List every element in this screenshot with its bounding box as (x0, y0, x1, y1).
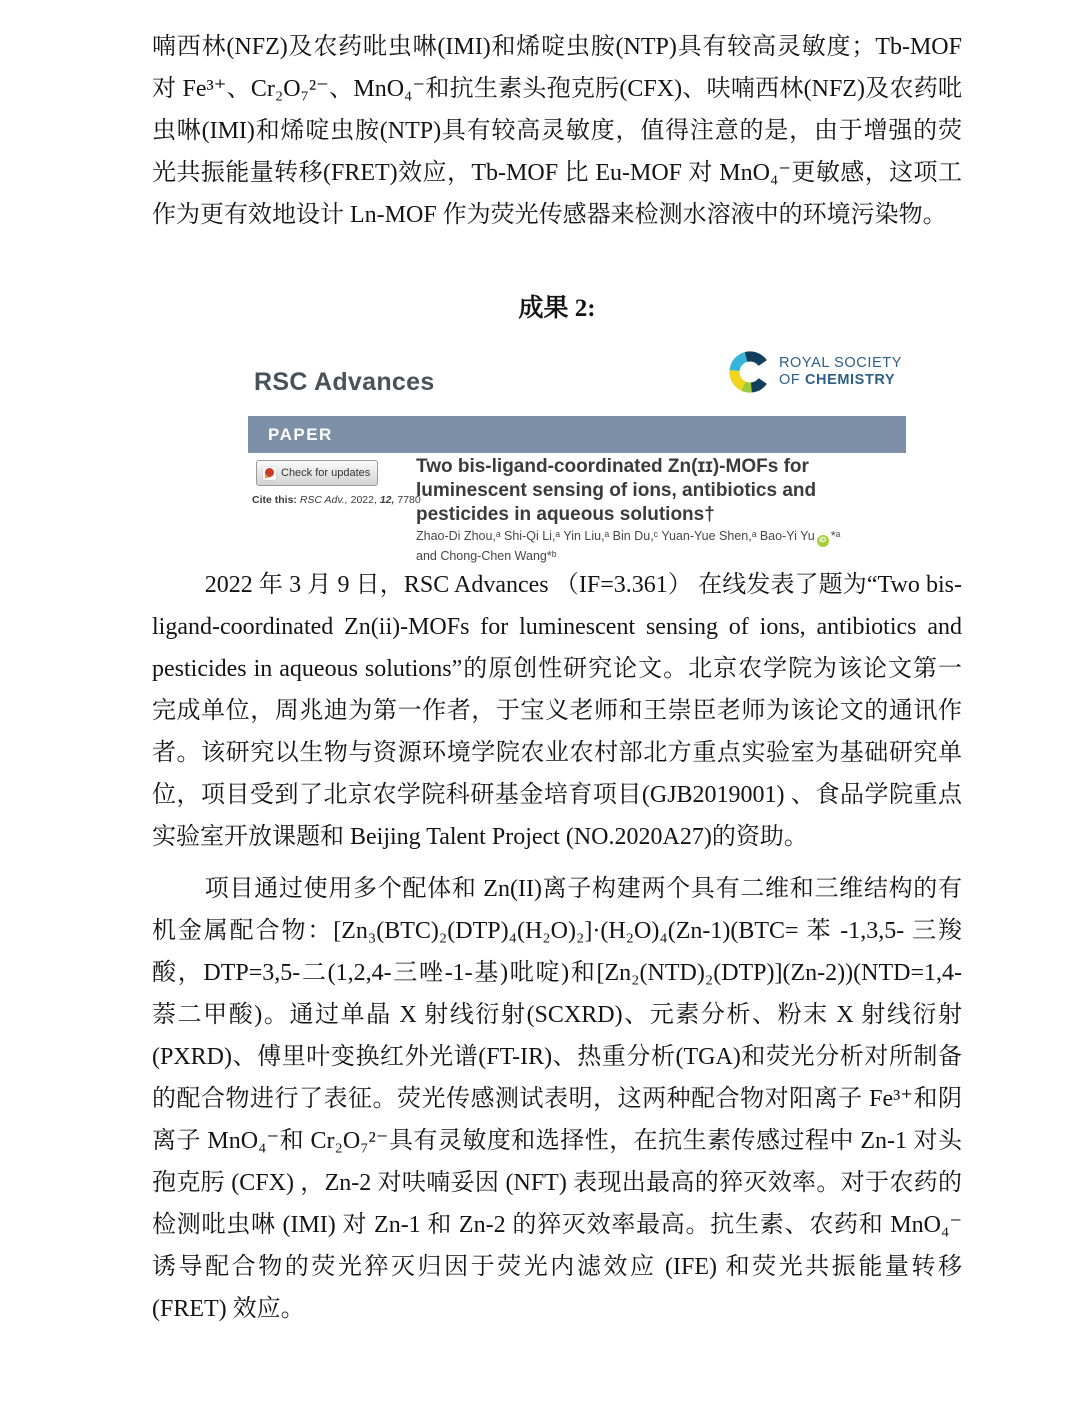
rsc-logo (728, 350, 902, 394)
author-list (416, 527, 891, 565)
citation-line (252, 494, 421, 506)
paper-label: PAPER (268, 424, 333, 444)
cite-year: 2022, (350, 494, 377, 506)
journal-title: RSC Advances (254, 368, 435, 396)
crossmark-icon (263, 467, 276, 480)
section-heading: 成果 2: (518, 295, 596, 322)
article-type-bar (248, 416, 906, 453)
authors-line2: and Chong-Chen Wang*ᵇ (416, 549, 557, 564)
cite-page: 7780 (397, 494, 421, 506)
rsc-logo-line1: ROYAL SOCIETY (778, 355, 902, 372)
paragraph-publication-info: 2022 年 3 月 9 日，RSC Advances （IF=3.361） 在线发表了题为“Two bis-ligand-coordinated Zn(ii)-MOFs for luminescent sensing of ions, antibiotics and pesticides in aqueous solutions”的原创性研究论文。北京农学院为该论文第一完成单位，周兆迪为第一作者，于宝义老师和王崇臣老师为该论文的通讯作者。该研究以生物与资源环境学院农业农村部北方重点实验室为基础研究单位，项目受到了北京农学院科研基金培育项目(GJB2019001) 、食品学院重点实验室开放课题和 Beijing Talent Project (NO.2020A27)的资助。 (152, 572, 962, 850)
paper-title: Two bis-ligand-coordinated Zn(ɪɪ)-MOFs for luminescent sensing of ions, antibiotics and pesticides in aqueous solutions† (416, 456, 817, 526)
cite-journal: RSC Adv., (299, 494, 348, 506)
check-for-updates-label: Check for updates (281, 467, 371, 479)
cite-prefix: Cite this: (252, 494, 297, 506)
rsc-logo-line2: OF CHEMISTRY (778, 372, 896, 388)
rsc-logo-text (779, 355, 902, 388)
journal-header-screenshot (248, 350, 906, 562)
orcid-icon: iD (817, 535, 829, 547)
rsc-c-icon (728, 350, 772, 394)
paragraph-continuation: 喃西林(NFZ)及农药吡虫啉(IMI)和烯啶虫胺(NTP)具有较高灵敏度；Tb-MOF 对 Fe³⁺、Cr₂O₇²⁻、MnO₄⁻和抗生素头孢克肟(CFX)、呋喃西林(NFZ)及农药吡虫啉(IMI)和烯啶虫胺(NTP)具有较高灵敏度，值得注意的是，由于增强的荧光共振能量转移(FRET)效应，Tb-MOF 比 Eu-MOF 对 MnO₄⁻更敏感，这项工作为更有效地设计 Ln-MOF 作为荧光传感器来检测水溶液中的环境污染物。 (152, 34, 962, 228)
authors-line1-suffix: *ᵃ (830, 529, 841, 543)
cite-volume: 12, (379, 494, 395, 506)
page-content (152, 0, 962, 1418)
check-for-updates-button[interactable] (256, 460, 378, 486)
paragraph-research-summary: 项目通过使用多个配体和 Zn(II)离子构建两个具有二维和三维结构的有机金属配合物：[Zn₃(BTC)₂(DTP)₄(H₂O)₂]·(H₂O)₄(Zn-1)(BTC= 苯 -1,3,5- 三羧酸，DTP=3,5-二(1,2,4-三唑-1-基)吡啶)和[Zn₂(NTD)₂(DTP)](Zn-2))(NTD=1,4-萘二甲酸)。通过单晶 X 射线衍射(SCXRD)、元素分析、粉末 X 射线衍射(PXRD)、傅里叶变换红外光谱(FT-IR)、热重分析(TGA)和荧光分析对所制备的配合物进行了表征。荧光传感测试表明，这两种配合物对阳离子 Fe³⁺和阴离子 MnO₄⁻和 Cr₂O₇²⁻具有灵敏度和选择性，在抗生素传感过程中 Zn-1 对头孢克肟 (CFX) ，Zn-2 对呋喃妥因 (NFT) 表现出最高的猝灭效率。对于农药的检测吡虫啉 (IMI) 对 Zn-1 和 Zn-2 的猝灭效率最高。抗生素、农药和 MnO₄⁻诱导配合物的荧光猝灭归因于荧光内滤效应 (IFE) 和荧光共振能量转移 (FRET) 效应。 (152, 876, 962, 1322)
authors-line1: Zhao-Di Zhou,ᵃ Shi-Qi Li,ᵃ Yin Liu,ᵃ Bin Du,ᶜ Yuan-Yue Shen,ᵃ Bao-Yi Yu (416, 529, 815, 543)
